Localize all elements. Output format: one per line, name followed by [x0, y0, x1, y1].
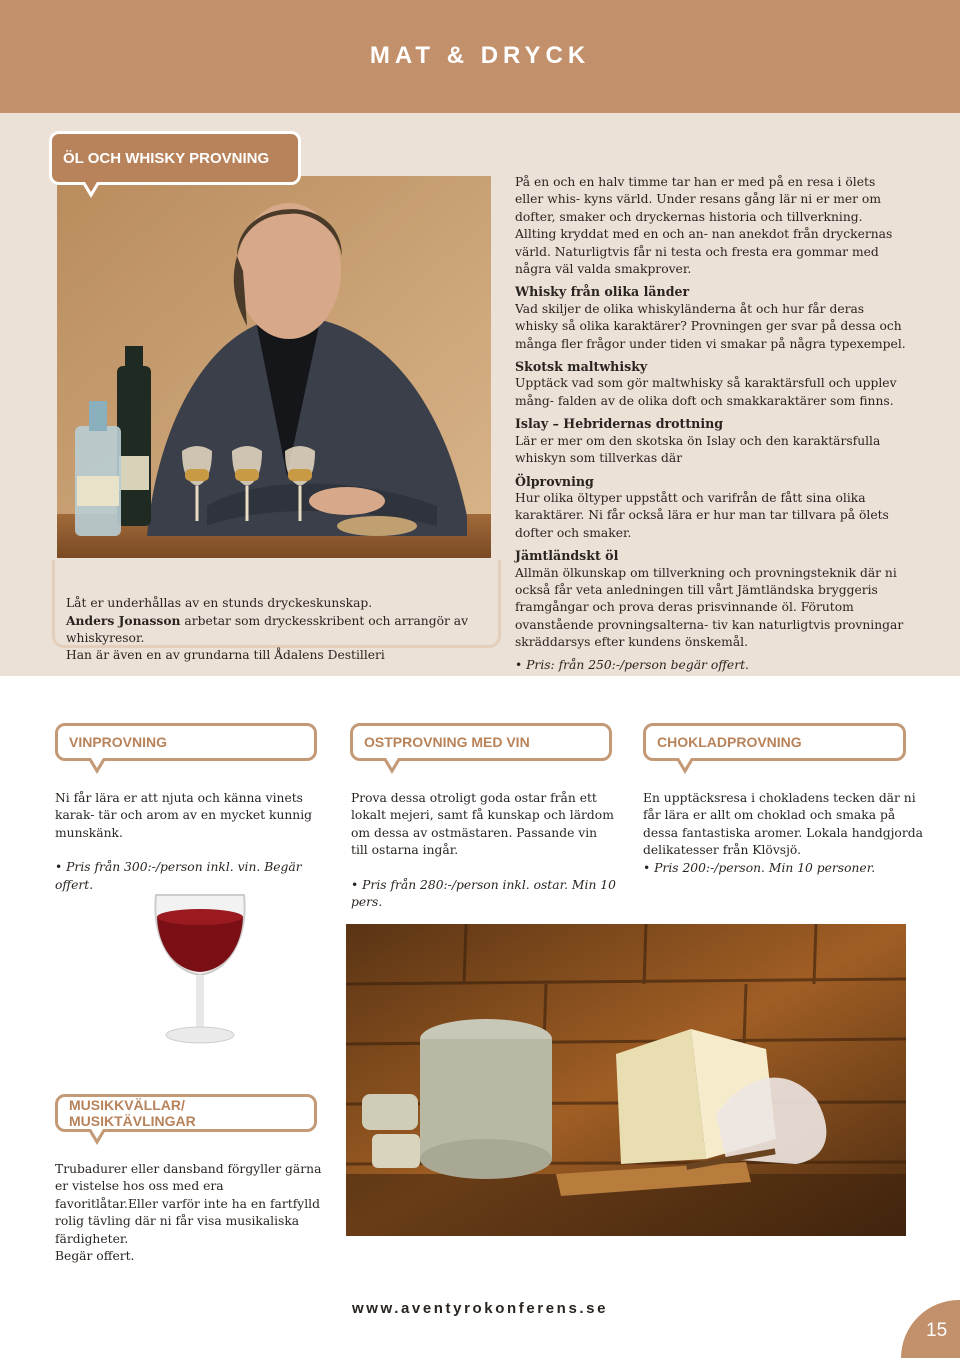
beer-whisky-text: [515, 174, 907, 674]
caption-line-3: Han är även en av grundarna till Ådalens Destilleri: [66, 648, 385, 662]
cheese-photo: [346, 924, 906, 1236]
music-cta: Begär offert.: [55, 1249, 135, 1264]
chocolate-label-text: CHOKLADPROVNING: [657, 734, 802, 750]
page-header: [0, 0, 960, 113]
photo-caption: [66, 595, 496, 664]
caption-line-2-rest: arbetar som dryckesskribent och arrangör av whiskyresor.: [66, 614, 469, 645]
section-heading: Whisky från olika länder: [515, 284, 690, 300]
cheese-label-text: OSTPROVNING MED VIN: [364, 734, 530, 750]
chocolate-description: En upptäcksresa i chokladens tecken där ni får lära er allt om choklad och smaka på dessa fantastiska aromer. Lokala handgjorda delikatesser från Klövsjö.: [643, 791, 923, 858]
wine-label-text: VINPROVNING: [69, 734, 168, 750]
wine-glass-photo: [148, 875, 252, 1047]
man-with-whisky-photo: [57, 176, 491, 558]
section-text: Upptäck vad som gör maltwhisky så karaktärsfull och upplev mång- falden av de olika doft och smakkaraktärer som finns.: [515, 376, 897, 408]
cheese-price: • Pris från 280:-/person inkl. ostar. Min 10 pers.: [351, 877, 616, 910]
chocolate-label: [643, 723, 906, 761]
caption-line-1: Låt er underhållas av en stunds dryckeskunskap.: [66, 596, 373, 610]
section-heading: Skotsk maltwhisky: [515, 359, 648, 375]
section-text: Lär er mer om den skotska ön Islay och den karaktärsfulla whiskyn som tillverkas där: [515, 433, 881, 466]
chocolate-price: • Pris 200:-/person. Min 10 personer.: [643, 860, 876, 875]
page-number: 15: [926, 1320, 948, 1341]
section-text: Vad skiljer de olika whiskyländerna åt och hur får deras whisky så olika karaktärer? Provningen ger svar på dessa och många fler frågor under tiden vi smakar på några typexempel.: [515, 301, 906, 351]
section-heading: Jämtländskt öl: [515, 548, 619, 564]
section-text: Hur olika öltyper uppstått och varifrån de fått sina olika karaktärer. Ni får också lära er hur man tar tillvara på ölets dofter och smaker.: [515, 490, 889, 540]
page-title: MAT & DRYCK: [369, 42, 591, 69]
wine-label: [55, 723, 317, 761]
music-label-text: MUSIKKVÄLLAR/ MUSIKTÄVLINGAR: [69, 1097, 196, 1129]
cheese-text: [351, 790, 616, 911]
intro-text: På en och en halv timme tar han er med på en resa i ölets eller whis- kyns värld. Under resans gång lär ni er mer om dofter, smaker och dryckernas historia och tillverkning. Allting kryddat med en och an- nan anekdot från dryckernas värld. Naturligtvis får ni testa och fresta era gommar med några väl valda smakprover.: [515, 175, 893, 277]
chocolate-text: [643, 790, 928, 877]
section-heading: Ölprovning: [515, 473, 594, 489]
cheese-description: Prova dessa otroligt goda ostar från ett lokalt mejeri, samt få kunskap och lärdom om dessa av ostmästaren. Passande vin till ostarna ingår.: [351, 791, 614, 858]
wine-description: Ni får lära er att njuta och känna vinets karak- tär och arom av en mycket kunnig munskänk.: [55, 791, 313, 840]
wine-price: • Pris från 300:-/person inkl. vin. Begär offert.: [55, 860, 302, 892]
section-text: Allmän ölkunskap om tillverkning och provningsteknik där ni också får veta anledningen till vårt Jämtländska bryggeris framgångar och prova deras prisvinnande öl. Förutom ovanstående provningsalterna- tiv kan naturligtvis provningar skräddarsys efter kundens önskemål.: [515, 565, 904, 650]
music-text: [55, 1161, 327, 1265]
music-label: [55, 1094, 317, 1132]
caption-name: Anders Jonasson: [66, 613, 181, 628]
caption-line-2: [66, 612, 496, 647]
beer-whisky-label-text: ÖL OCH WHISKY PROVNING: [63, 149, 270, 167]
music-description: Trubadurer eller dansband förgyller gärna er vistelse hos oss med era favoritlåtar.Eller varför inte ha en fartfylld rolig tävling där ni får visa musikaliska färdigheter.: [55, 1162, 322, 1246]
section-heading: Islay – Hebridernas drottning: [515, 416, 724, 432]
beer-whisky-price: • Pris: från 250:-/person begär offert.: [515, 657, 749, 672]
beer-whisky-label: [49, 131, 301, 185]
cheese-label: [350, 723, 612, 761]
footer-url[interactable]: www.aventyrokonferens.se: [351, 1300, 609, 1317]
